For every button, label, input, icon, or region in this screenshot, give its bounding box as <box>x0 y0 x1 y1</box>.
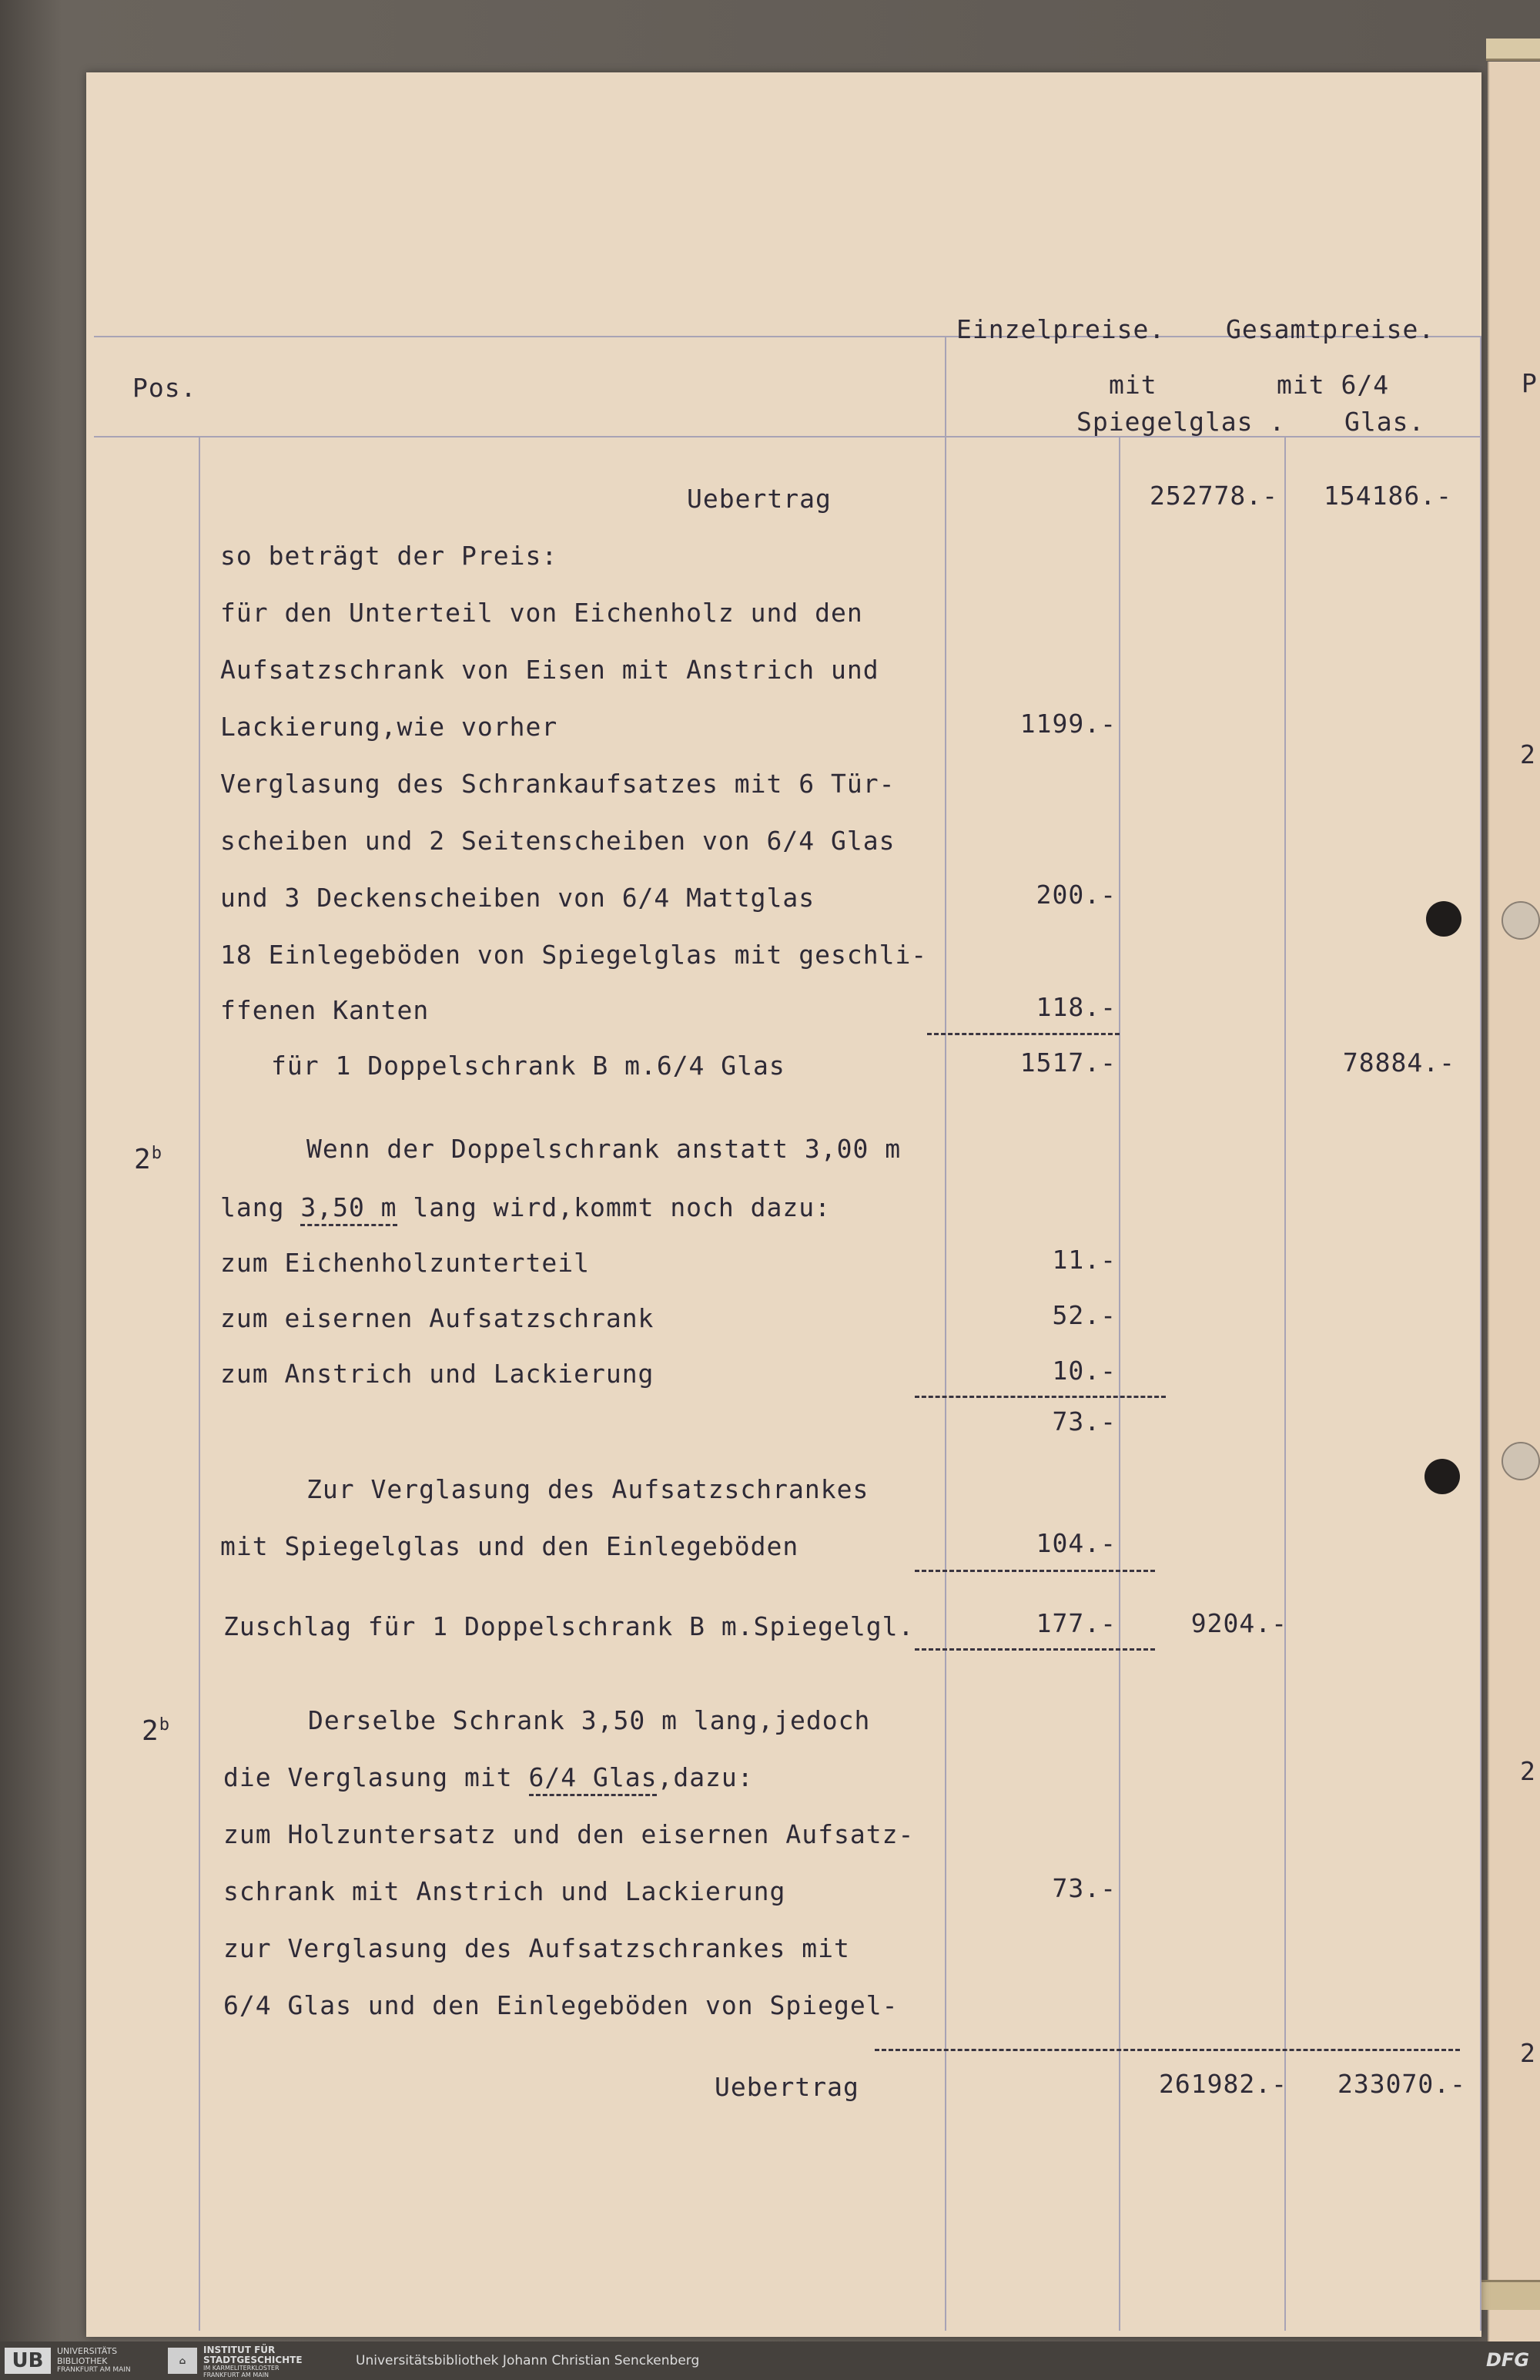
gesamtpreis-glas-value: 78884.- <box>1342 1048 1455 1078</box>
header-glas: Glas. <box>1344 407 1425 437</box>
text-line: so beträgt der Preis: <box>220 541 558 571</box>
einzelpreis-value: 11.- <box>1052 1245 1116 1275</box>
sum-underline <box>927 1033 1120 1035</box>
einzelpreis-value: 52.- <box>1052 1300 1116 1330</box>
position-number: 2$^b$ <box>142 1715 170 1747</box>
text-line: zum Anstrich und Lackierung <box>220 1359 654 1389</box>
next-page-margin-number: 2 <box>1520 739 1536 769</box>
binder-clip-top <box>1486 39 1540 61</box>
isg-text: FRANKFURT AM MAIN <box>203 2372 270 2378</box>
pos-column-rule <box>199 436 200 2331</box>
einzelpreis-value: 104.- <box>1036 1528 1116 1558</box>
header-gesamtpreise: Gesamtpreise. <box>1226 314 1435 344</box>
punch-hole <box>1502 901 1540 940</box>
text-line: mit Spiegelglas und den Einlegeböden <box>220 1531 799 1561</box>
einzelpreis-value: 73.- <box>1052 1873 1116 1903</box>
spiegelglas-column-rule <box>1119 436 1120 2331</box>
einzelpreis-value: 1517.- <box>1019 1048 1116 1078</box>
ub-text: FRANKFURT AM MAIN <box>57 2366 131 2374</box>
text-line: für den Unterteil von Eichenholz und den <box>220 598 863 628</box>
ub-text: BIBLIOTHEK <box>57 2356 108 2366</box>
sum-underline <box>915 1570 1155 1572</box>
text-line: lang 3,50 m lang wird,kommt noch dazu: <box>220 1192 831 1223</box>
binder-clip-bottom <box>1475 2280 1540 2310</box>
isg-text: IM KARMELITERKLOSTER <box>203 2365 280 2372</box>
einzelpreis-value: 1199.- <box>1019 709 1116 739</box>
einzelpreise-column-rule <box>945 336 946 2331</box>
isg-text: STADTGESCHICHTE <box>203 2355 303 2365</box>
text-line: zum eisernen Aufsatzschrank <box>220 1303 654 1333</box>
dfg-logo: DFG <box>1486 2349 1530 2371</box>
header-einzelpreise: Einzelpreise. <box>956 314 1166 344</box>
subtotal-line: Zuschlag für 1 Doppelschrank B m.Spiegelgl. <box>223 1611 915 1641</box>
subtotal-line: für 1 Doppelschrank B m.6/4 Glas <box>271 1051 785 1081</box>
next-page-margin-number: 2 <box>1520 1756 1536 1786</box>
next-page-pos-header: P <box>1522 368 1538 398</box>
header-mit-1: mit <box>1109 370 1157 400</box>
header-spiegelglas: Spiegelglas . <box>1076 407 1286 437</box>
ub-logo: UB <box>5 2348 51 2374</box>
punch-hole <box>1426 901 1461 937</box>
repository-footer <box>0 2341 1540 2380</box>
text-line: 18 Einlegeböden von Spiegelglas mit geschli- <box>220 940 928 970</box>
uebertrag-label: Uebertrag <box>715 2072 859 2102</box>
uebertrag-glas-value: 233070.- <box>1337 2069 1466 2099</box>
text-line: die Verglasung mit 6/4 Glas,dazu: <box>223 1762 754 1793</box>
text-line: Verglasung des Schrankaufsatzes mit 6 Tür- <box>220 769 896 799</box>
document-page <box>86 72 1481 2337</box>
text-line: und 3 Deckenscheiben von 6/4 Mattglas <box>220 883 815 913</box>
uebertrag-glas-value: 154186.- <box>1324 481 1452 511</box>
text-line: zum Eichenholzunterteil <box>220 1248 590 1278</box>
text-line: Zur Verglasung des Aufsatzschrankes <box>306 1474 869 1504</box>
sum-underline <box>915 1648 1155 1651</box>
text-line: schrank mit Anstrich und Lackierung <box>223 1876 786 1906</box>
einzelpreis-value: 118.- <box>1036 992 1116 1022</box>
next-page-margin-number: 2 <box>1520 2038 1536 2068</box>
sum-underline <box>875 2049 1460 2051</box>
right-column-rule <box>1480 336 1481 2331</box>
einzelpreis-sum: 73.- <box>1052 1406 1116 1436</box>
text-line: 6/4 Glas und den Einlegeböden von Spiegel- <box>223 1990 899 2020</box>
glas-column-rule <box>1284 436 1286 2331</box>
einzelpreis-value: 10.- <box>1052 1356 1116 1386</box>
sum-underline <box>915 1396 1166 1398</box>
library-name: Universitätsbibliothek Johann Christian Senckenberg <box>356 2353 700 2368</box>
text-line: Lackierung,wie vorher <box>220 712 558 742</box>
text-line: zum Holzuntersatz und den eisernen Aufsatz- <box>223 1819 915 1849</box>
einzelpreis-value: 200.- <box>1036 880 1116 910</box>
text-line: zur Verglasung des Aufsatzschrankes mit <box>223 1933 850 1963</box>
text-line: Wenn der Doppelschrank anstatt 3,00 m <box>306 1134 902 1164</box>
isg-text: INSTITUT FÜR <box>203 2345 276 2355</box>
punch-hole <box>1502 1442 1540 1480</box>
einzelpreis-value: 177.- <box>1036 1608 1116 1638</box>
text-line: scheiben und 2 Seitenscheiben von 6/4 Glas <box>220 826 896 856</box>
position-number: 2$^b$ <box>134 1144 162 1175</box>
text-line: Aufsatzschrank von Eisen mit Anstrich und <box>220 655 879 685</box>
uebertrag-spiegelglas-value: 252778.- <box>1150 481 1278 511</box>
next-page-edge <box>1488 62 1540 2341</box>
header-mit-2: mit 6/4 <box>1277 370 1390 400</box>
punch-hole <box>1424 1459 1460 1494</box>
uebertrag-label: Uebertrag <box>687 484 832 514</box>
gesamtpreis-spiegelglas-value: 9204.- <box>1190 1608 1287 1638</box>
ub-text: UNIVERSITÄTS <box>57 2346 118 2356</box>
isg-logo-icon: ⌂ <box>168 2348 197 2374</box>
uebertrag-spiegelglas-value: 261982.- <box>1159 2069 1287 2099</box>
text-line: ffenen Kanten <box>220 995 430 1025</box>
header-pos: Pos. <box>132 373 197 403</box>
text-line: Derselbe Schrank 3,50 m lang,jedoch <box>308 1705 871 1735</box>
